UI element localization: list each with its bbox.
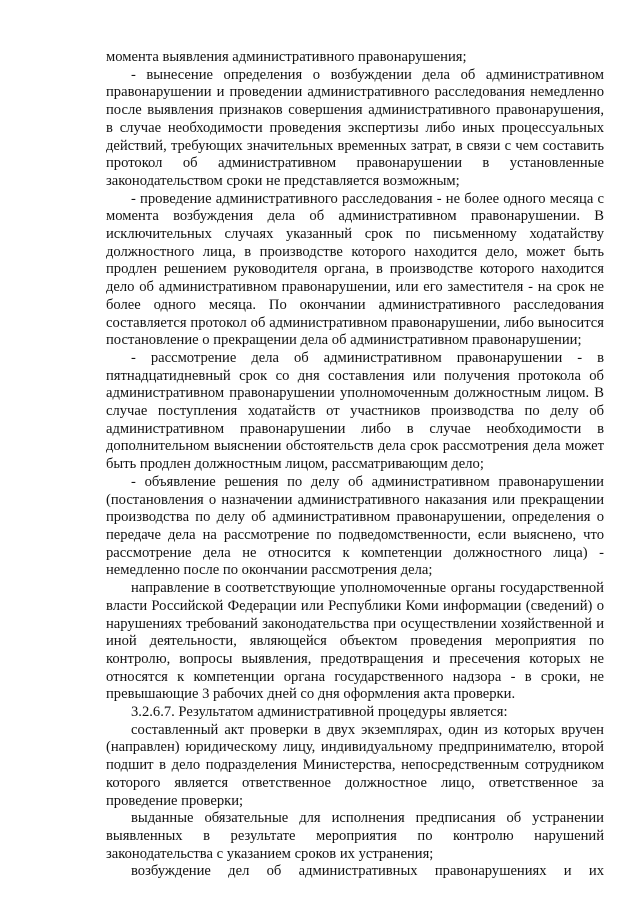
paragraph-case-review: - рассмотрение дела об административном правонарушении - в пятнадцатидневный срок со дня составления или получения протокола об административном правонарушении уполномоченным должностным лицом. В случае поступления ходатайств от участников производства по делу об административном правонарушении либо в случае необходимости в дополнительном выяснении обстоятельств дела срок рассмотрения дела может быть продлен должностным лицом, рассматривающим дело; — [106, 349, 604, 473]
paragraph-section-heading: 3.2.6.7. Результатом административной процедуры является: — [131, 704, 508, 721]
paragraph-case-initiation: возбуждение дел об административных правонарушениях и их — [131, 863, 604, 880]
paragraph-investigation: - проведение административного расследования - не более одного месяца с момента возбуждения дела об административном правонарушении. В исключительных случаях указанный срок по письменному ходатайству должностного лица, в производстве которого находится дело, может быть продлен решением руководителя органа, в производстве которого находится дело об административном правонарушении, или его заместителя - на срок не более одного месяца. По окончании административного расследования составляется протокол об административном правонарушении, либо выносится постановление о прекращении дела об административном правонарушении; — [106, 190, 604, 349]
paragraph-information-referral: направление в соответствующие уполномоченные органы государственной власти Российской Федерации или Республики Коми информации (сведений) о нарушениях требований законодательства при осуществлении хозяйственной и иной деятельности, являющейся объектом проведения мероприятия по контролю, вопросы выявления, предотвращения и пресечения которых не относятся к компетенции органа государственного надзора - в сроки, не превышающие 3 рабочих дней со дня оформления акта проверки. — [106, 580, 604, 703]
paragraph-orders: выданные обязательные для исполнения предписания об устранении выявленных в результате мероприятия по контролю нарушений законодательства с указанием сроков их устранения; — [106, 810, 604, 862]
document-page — [106, 49, 604, 881]
paragraph-inspection-act: составленный акт проверки в двух экземплярах, один из которых вручен (направлен) юридическому лицу, индивидуальному предпринимателю, второй подшит в дело подразделения Министерства, непосредственным сотрудником которого является ответственное должностное лицо, ответственное за проведение проверки; — [106, 721, 604, 809]
paragraph-continuation: момента выявления административного правонарушения; — [106, 49, 467, 65]
paragraph-decision-announcement: - объявление решения по делу об административном правонарушении (постановления о назначении административного наказания или прекращении производства по делу об административном правонарушении, определения о передаче дела на рассмотрение по подведомственности, если выяснено, что рассмотрение дела не относится к компетенции должностного лица) - немедленно после по окончании рассмотрения дела; — [106, 473, 604, 579]
paragraph-initiation-ruling: - вынесение определения о возбуждении дела об административном правонарушении и проведении административного расследования немедленно после выявления признаков совершения административного правонарушения, в случае необходимости проведения экспертизы либо иных процессуальных действий, требующих значительных временных затрат, в связи с чем составить протокол об административном правонарушении в установленные законодательством сроки не представляется возможным; — [106, 66, 604, 189]
